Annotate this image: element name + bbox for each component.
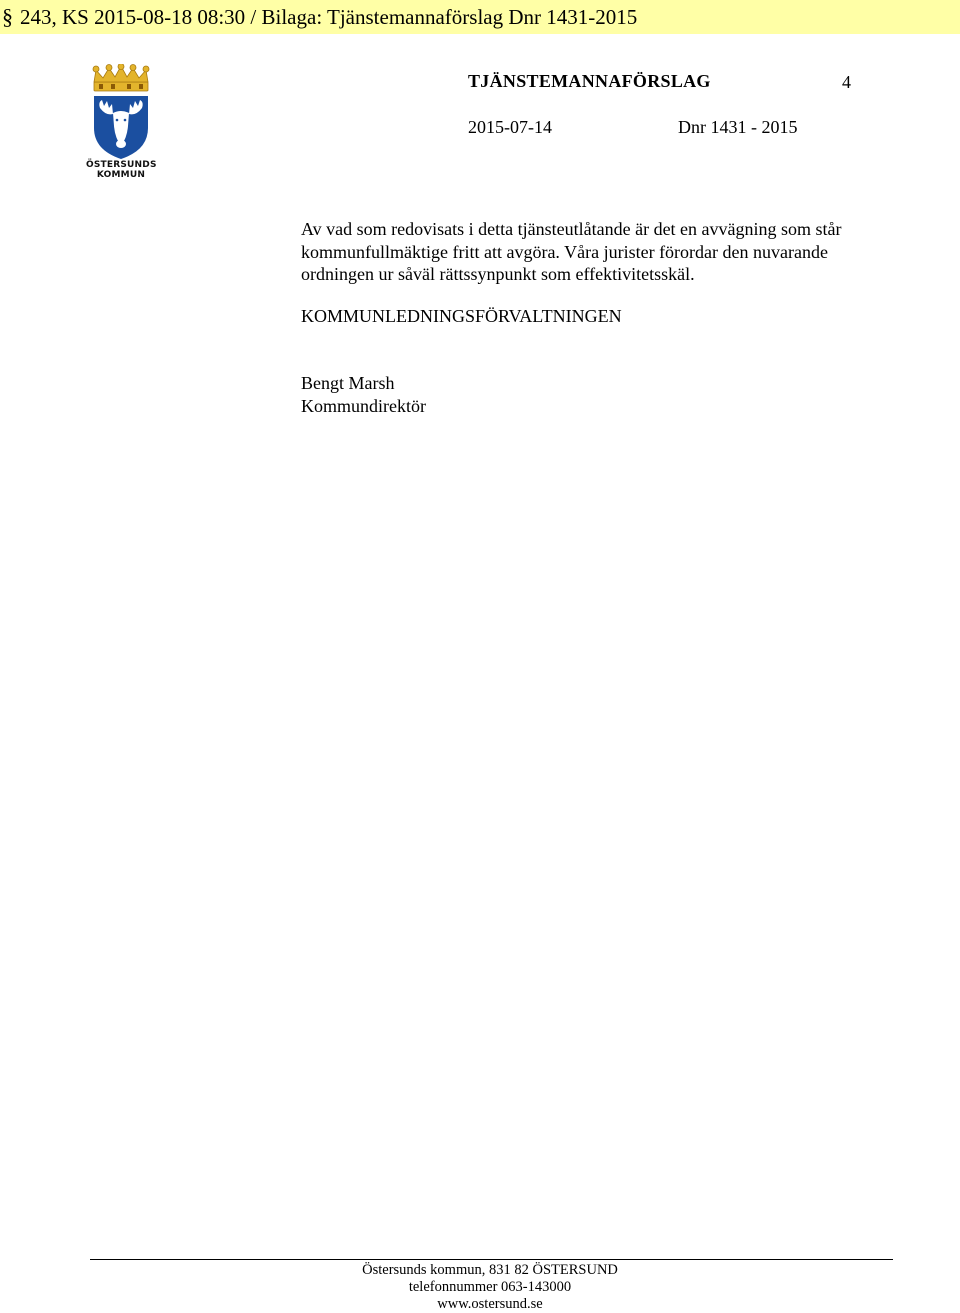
- department-name: KOMMUNLEDNINGSFÖRVALTNINGEN: [301, 306, 622, 326]
- body-line: ordningen ur såväl rättssynpunkt som effektivitetsskäl.: [301, 264, 695, 284]
- footer-phone: telefonnummer 063-143000: [408, 1279, 572, 1295]
- footer-address: Östersunds kommun, 831 82 ÖSTERSUND: [362, 1262, 618, 1278]
- body-paragraph: [301, 218, 901, 286]
- footer: [290, 1262, 690, 1313]
- coat-of-arms-icon: [86, 64, 156, 160]
- page-number: 4: [842, 72, 851, 92]
- section-symbol: §: [2, 4, 13, 29]
- body-line: kommunfullmäktige fritt att avgöra. Våra jurister förordar den nuvarande: [301, 241, 828, 262]
- body-line: Av vad som redovisats i detta tjänsteutlåtande är det en avvägning som står: [301, 219, 842, 239]
- footer-divider: [90, 1259, 893, 1260]
- document-dnr: Dnr 1431 - 2015: [678, 117, 798, 137]
- footer-website: www.ostersund.se: [437, 1296, 543, 1312]
- logo-text-line2: KOMMUN: [96, 170, 146, 180]
- signature-name: Bengt Marsh: [301, 373, 395, 393]
- document-date: 2015-07-14: [468, 117, 552, 137]
- municipality-logo: [86, 64, 156, 180]
- logo-text-line1: ÖSTERSUNDS: [86, 160, 157, 170]
- attachment-banner: [0, 0, 960, 34]
- document-type: TJÄNSTEMANNAFÖRSLAG: [468, 71, 711, 91]
- banner-text: 243, KS 2015-08-18 08:30 / Bilaga: Tjänstemannaförslag Dnr 1431-2015: [20, 5, 638, 29]
- signature-title: Kommundirektör: [301, 396, 426, 416]
